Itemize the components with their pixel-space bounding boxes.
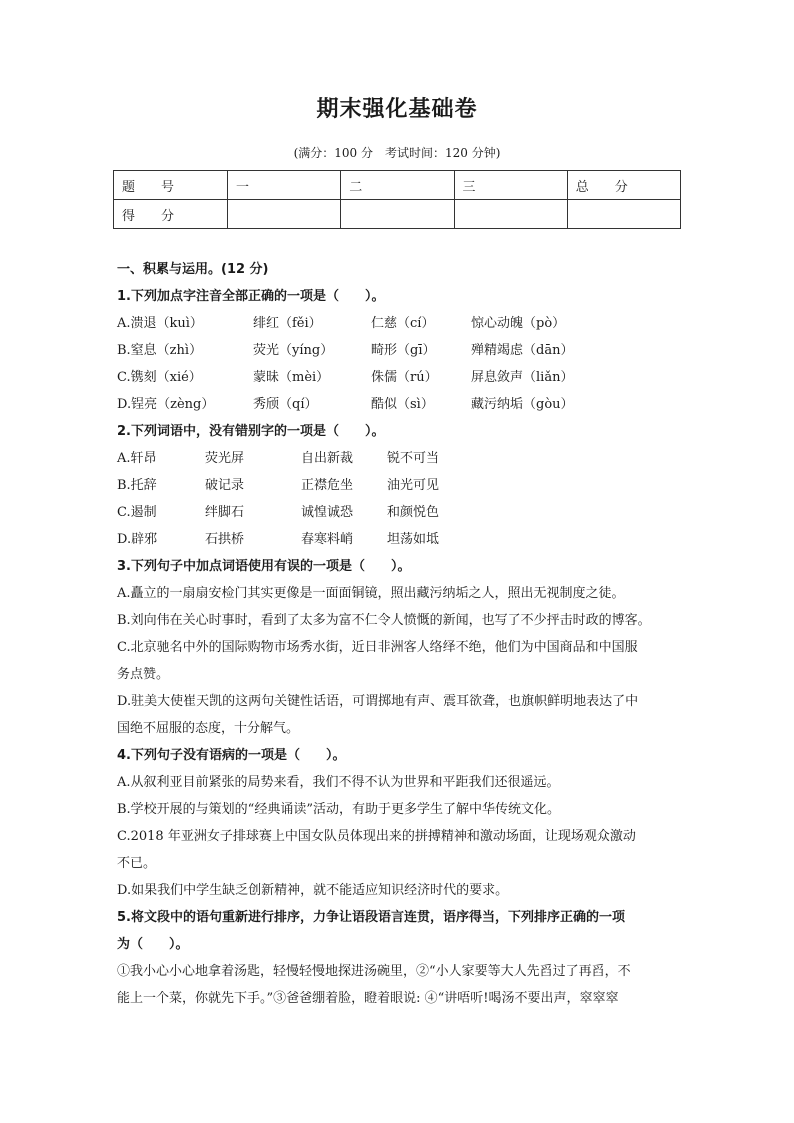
score-cell: 一	[228, 171, 341, 200]
score-table-score-row	[114, 200, 681, 229]
score-cell: 二	[341, 171, 454, 200]
option-row	[117, 310, 677, 337]
passage-line: 能上一个菜，你就先下手。”③爸爸绷着脸，瞪着眼说: ④“讲唔听!喝汤不要出声，窣窣窣	[117, 991, 619, 1006]
option-text: 荧光（yíng）	[253, 343, 334, 358]
option-text: B.托辞	[117, 478, 157, 493]
page-title: 期末强化基础卷	[316, 97, 478, 122]
option-text: 绊脚石	[205, 505, 245, 520]
option-text: 坦荡如坻	[387, 532, 440, 547]
question-stem: 5.将文段中的语句重新进行排序，力争让语段语言连贯，语序得当，下列排序正确的一项	[117, 910, 625, 925]
option-text: 春寒料峭	[301, 532, 354, 547]
option-text: 绯红（fěi）	[253, 316, 322, 331]
score-cell: 三	[454, 171, 567, 200]
option-line: A.矗立的一扇扇安检门其实更像是一面面铜镜，照出藏污纳垢之人，照出无视制度之徒。	[117, 586, 625, 601]
option-text: 破记录	[205, 478, 245, 493]
score-table	[113, 170, 681, 229]
option-text: 正襟危坐	[301, 478, 354, 493]
score-input-cell[interactable]	[228, 200, 341, 229]
option-text: A.轩昂	[117, 451, 157, 466]
option-line: C.2018 年亚洲女子排球赛上中国女队员体现出来的拼搏精神和激动场面，让现场观众激动	[117, 829, 636, 844]
option-text: 畸形（gī）	[371, 343, 436, 358]
option-text: 自出新裁	[301, 451, 354, 466]
question-stem: 1.下列加点字注音全部正确的一项是（ ）。	[117, 289, 385, 304]
option-text: 荧光屏	[205, 451, 245, 466]
score-input-cell[interactable]	[454, 200, 567, 229]
option-text: 石拱桥	[205, 532, 245, 547]
section-heading: 一、积累与运用。(12 分)	[117, 262, 269, 277]
score-cell: 得 分	[114, 200, 228, 229]
option-text: 锐不可当	[387, 451, 440, 466]
score-input-cell[interactable]	[341, 200, 454, 229]
question-stem: 4.下列句子没有语病的一项是（ ）。	[117, 748, 346, 763]
option-row	[117, 472, 677, 499]
option-line: D.如果我们中学生缺乏创新精神，就不能适应知识经济时代的要求。	[117, 883, 509, 898]
option-row	[117, 364, 677, 391]
option-line: A.从叙利亚目前紧张的局势来看，我们不得不认为世界和平距我们还很遥远。	[117, 775, 560, 790]
option-line: B.刘向伟在关心时事时，看到了太多为富不仁令人愤慨的新闻，也写了不少抨击时政的博客。	[117, 613, 651, 628]
option-row	[117, 526, 677, 553]
option-line: 国绝不屈服的态度，十分解气。	[117, 721, 300, 736]
option-text: C.遏制	[117, 505, 157, 520]
option-line: 不已。	[117, 856, 157, 871]
option-line: B.学校开展的与策划的“经典诵读”活动，有助于更多学生了解中华传统文化。	[117, 802, 560, 817]
option-text: 屏息敛声（liǎn）	[471, 370, 574, 385]
option-line: C.北京驰名中外的国际购物市场秀水街，近日非洲客人络绎不绝，他们为中国商品和中国服	[117, 640, 638, 655]
exam-info: (满分：100 分 考试时间：120 分钟)	[293, 146, 501, 160]
option-text: 藏污纳垢（gòu）	[471, 397, 574, 412]
score-cell: 总 分	[567, 171, 680, 200]
option-text: 油光可见	[387, 478, 440, 493]
option-text: 诚惶诚恐	[301, 505, 354, 520]
question-stem: 2.下列词语中，没有错别字的一项是（ ）。	[117, 424, 385, 439]
option-text: A.溃退（kuì）	[117, 316, 203, 331]
score-cell: 题 号	[114, 171, 228, 200]
option-row	[117, 391, 677, 418]
option-text: 蒙昧（mèi）	[253, 370, 330, 385]
option-row	[117, 337, 677, 364]
option-text: C.镌刻（xié）	[117, 370, 202, 385]
passage-line: ①我小心小心地拿着汤匙，轻慢轻慢地探进汤碗里，②“小人家要等大人先舀过了再舀，不	[117, 964, 631, 979]
question-stem: 为（ ）。	[117, 937, 189, 952]
score-input-cell[interactable]	[567, 200, 680, 229]
option-text: 秀颀（qí）	[253, 397, 318, 412]
option-text: D.锃亮（zèng）	[117, 397, 215, 412]
option-line: D.驻美大使崔天凯的这两句关键性话语，可谓掷地有声、震耳欲聋，也旗帜鲜明地表达了中	[117, 694, 639, 709]
option-row	[117, 499, 677, 526]
option-text: 殚精竭虑（dān）	[471, 343, 574, 358]
option-text: 酷似（sì）	[371, 397, 434, 412]
option-text: 惊心动魄（pò）	[471, 316, 566, 331]
option-line: 务点赞。	[117, 667, 170, 682]
question-stem: 3.下列句子中加点词语使用有误的一项是（ ）。	[117, 559, 411, 574]
option-text: 侏儒（rú）	[371, 370, 438, 385]
option-text: D.辟邪	[117, 532, 158, 547]
exam-content	[117, 256, 677, 1012]
option-row	[117, 445, 677, 472]
score-table-header-row	[114, 171, 681, 200]
option-text: B.窒息（zhì）	[117, 343, 203, 358]
option-text: 和颜悦色	[387, 505, 440, 520]
option-text: 仁慈（cí）	[371, 316, 435, 331]
